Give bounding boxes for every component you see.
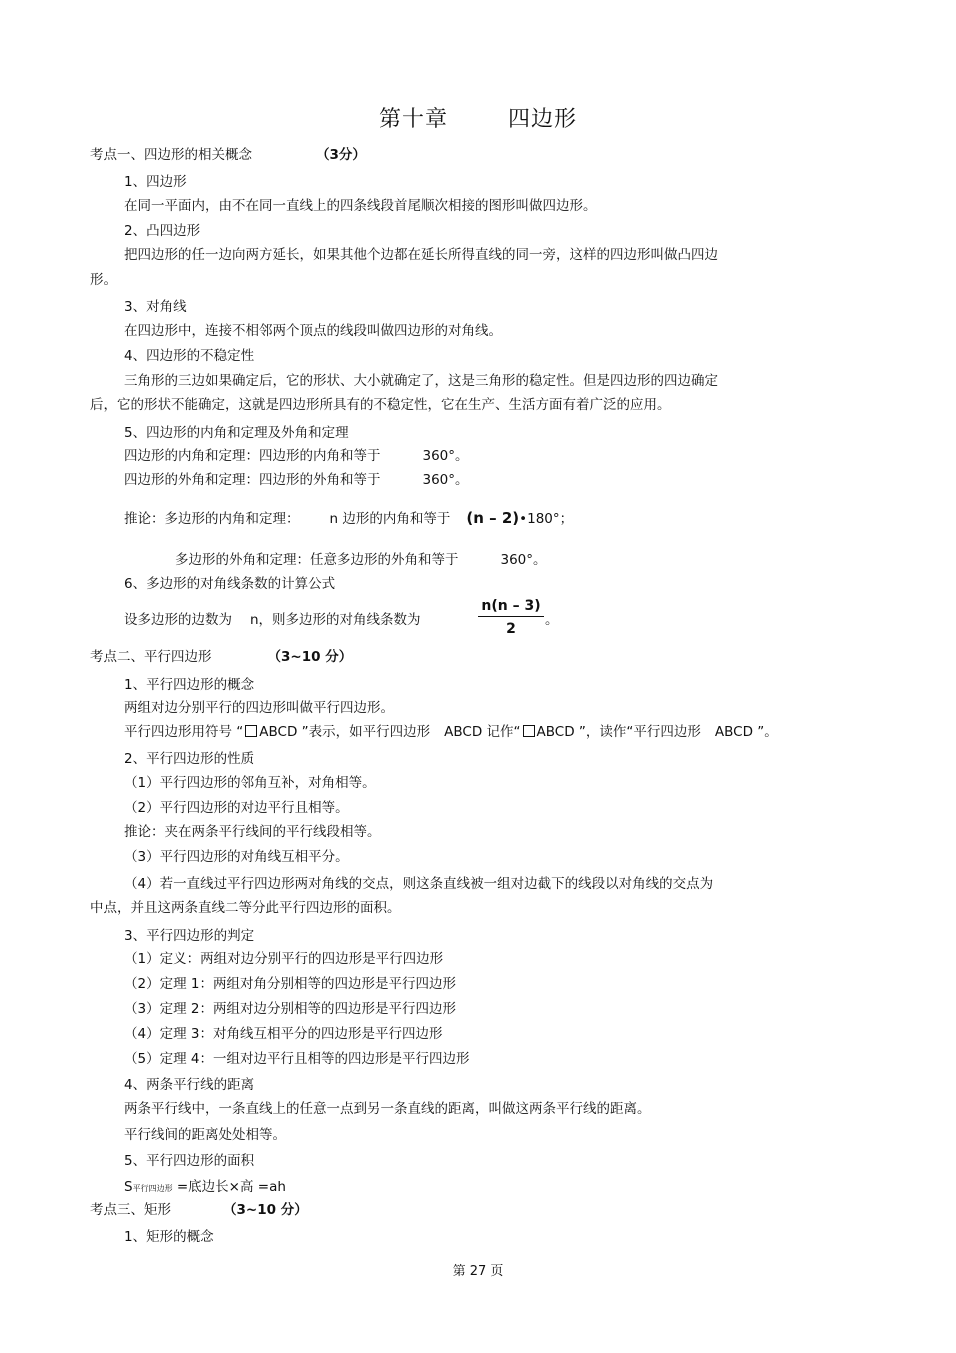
page-number: 第 27 页: [452, 1264, 504, 1279]
section-2-score: （3~10 分）: [267, 649, 353, 665]
corollary-dot: •180°；: [519, 511, 574, 527]
s1-item6-text: [124, 611, 421, 629]
corollary-formula: (n – 2): [466, 509, 520, 527]
area-formula-rest: =底边长×高 =ah: [172, 1179, 286, 1195]
s2-item2-title: 2、平行四边形的性质: [124, 751, 255, 767]
item6-n-text: n，则多边形的对角线条数为: [250, 612, 421, 628]
s2-property-4-a: （4）若一直线过平行四边形两对角线的交点，则这条直线被一组对边截下的线段以对角线的交点为: [124, 876, 714, 892]
s2-item1-text: 两组对边分别平行的四边形叫做平行四边形。: [124, 700, 394, 716]
s1-item6-title: 6、多边形的对角线条数的计算公式: [124, 576, 336, 592]
s1-corollary-1: [124, 509, 573, 528]
s2-item4-text-b: 平行线间的距离处处相等。: [124, 1127, 286, 1143]
symbol-text-a: 平行四边形用符号 “: [124, 724, 244, 740]
s3-item1-title: 1、矩形的概念: [124, 1229, 214, 1245]
outer-angle-value: 360°。: [422, 472, 469, 488]
s2-criterion-3: （3）定理 2：两组对边分别相等的四边形是平行四边形: [124, 1001, 456, 1017]
chapter-number: 第十章: [378, 107, 448, 132]
s2-item4-text-a: 两条平行线中，一条直线上的任意一点到另一条直线的距离，叫做这两条平行线的距离。: [124, 1101, 651, 1117]
s2-item3-title: 3、平行四边形的判定: [124, 928, 255, 944]
symbol-text-d: ABCD ”，读作“平行四边形: [536, 724, 701, 740]
s2-criterion-2: （2）定理 1：两组对角分别相等的四边形是平行四边形: [124, 976, 456, 992]
section-2-heading: [90, 648, 352, 666]
s1-item2-text-a: 把四边形的任一边向两方延长，如果其他个边都在延长所得直线的同一旁，这样的四边形叫做凸四边: [124, 247, 718, 263]
section-3-score: （3~10 分）: [223, 1202, 308, 1218]
corollary-2-text: 多边形的外角和定理：任意多边形的外角和等于: [175, 552, 459, 568]
s2-area-formula: [124, 1178, 286, 1198]
s1-item5-inner: [124, 447, 469, 465]
corollary-text: n 边形的内角和等于: [329, 511, 451, 527]
fraction-denominator: 2: [506, 621, 516, 637]
s1-item4-text-a: 三角形的三边如果确定后，它的形状、大小就确定了，这是三角形的稳定性。但是四边形的四边确定: [124, 373, 718, 389]
chapter-name: 四边形: [508, 107, 578, 132]
s1-item1-text: 在同一平面内，由不在同一直线上的四条线段首尾顺次相接的图形叫做四边形。: [124, 198, 597, 214]
item6-text: 设多边形的边数为: [124, 612, 232, 628]
inner-angle-text: 四边形的内角和定理：四边形的内角和等于: [124, 448, 381, 464]
section-3-heading: [90, 1201, 308, 1219]
s1-item5-title: 5、四边形的内角和定理及外角和定理: [124, 425, 349, 441]
s1-corollary-2: [175, 551, 547, 569]
s2-item5-title: 5、平行四边形的面积: [124, 1153, 255, 1169]
item6-end: 。: [545, 612, 559, 628]
section-1-title: 考点一、四边形的相关概念: [90, 147, 252, 163]
s2-property-3: （3）平行四边形的对角线互相平分。: [124, 849, 349, 865]
section-3-title: 考点三、矩形: [90, 1202, 171, 1218]
s1-item2-title: 2、凸四边形: [124, 223, 201, 239]
corollary-2-value: 360°。: [500, 552, 547, 568]
corollary-label: 推论：多边形的内角和定理：: [124, 511, 300, 527]
s2-item1-title: 1、平行四边形的概念: [124, 677, 255, 693]
parallelogram-symbol-icon: [245, 725, 257, 737]
s2-criterion-5: （5）定理 4：一组对边平行且相等的四边形是平行四边形: [124, 1051, 470, 1067]
s2-item4-title: 4、两条平行线的距离: [124, 1077, 255, 1093]
diagonal-formula-fraction: [478, 598, 544, 637]
parallelogram-symbol-icon: [523, 725, 535, 737]
symbol-text-b: ABCD ”表示，如平行四边形: [259, 724, 431, 740]
outer-angle-text: 四边形的外角和定理：四边形的外角和等于: [124, 472, 381, 488]
chapter-title: [0, 102, 956, 133]
section-1-heading: [90, 146, 366, 164]
inner-angle-value: 360°。: [422, 448, 469, 464]
s2-property-corollary: 推论：夹在两条平行线间的平行线段相等。: [124, 824, 381, 840]
s2-property-1: （1）平行四边形的邻角互补，对角相等。: [124, 775, 376, 791]
s1-item5-outer: [124, 471, 469, 489]
s1-item4-title: 4、四边形的不稳定性: [124, 348, 255, 364]
s2-property-2: （2）平行四边形的对边平行且相等。: [124, 800, 349, 816]
symbol-text-e: ABCD ”。: [714, 724, 778, 740]
s1-item2-text-b: 形。: [90, 272, 117, 288]
area-symbol: S: [124, 1179, 133, 1195]
section-1-score: （3分）: [316, 147, 366, 163]
s1-item3-title: 3、对角线: [124, 299, 187, 315]
s2-property-4-b: 中点，并且这两条直线二等分此平行四边形的面积。: [90, 900, 401, 916]
s1-item3-text: 在四边形中，连接不相邻两个顶点的线段叫做四边形的对角线。: [124, 323, 502, 339]
s2-criterion-4: （4）定理 3：对角线互相平分的四边形是平行四边形: [124, 1026, 443, 1042]
fraction-numerator: n(n – 3): [478, 598, 544, 617]
s2-item1-symbol: [124, 723, 778, 741]
s1-item4-text-b: 后，它的形状不能确定，这就是四边形所具有的不稳定性，它在生产、生活方面有着广泛的应用。: [90, 397, 671, 413]
section-2-title: 考点二、平行四边形: [90, 649, 212, 665]
area-subscript: 平行四边形: [132, 1184, 173, 1193]
s1-item1-title: 1、四边形: [124, 174, 187, 190]
symbol-text-c: ABCD 记作“: [444, 724, 521, 740]
s2-criterion-1: （1）定义：两组对边分别平行的四边形是平行四边形: [124, 951, 444, 967]
